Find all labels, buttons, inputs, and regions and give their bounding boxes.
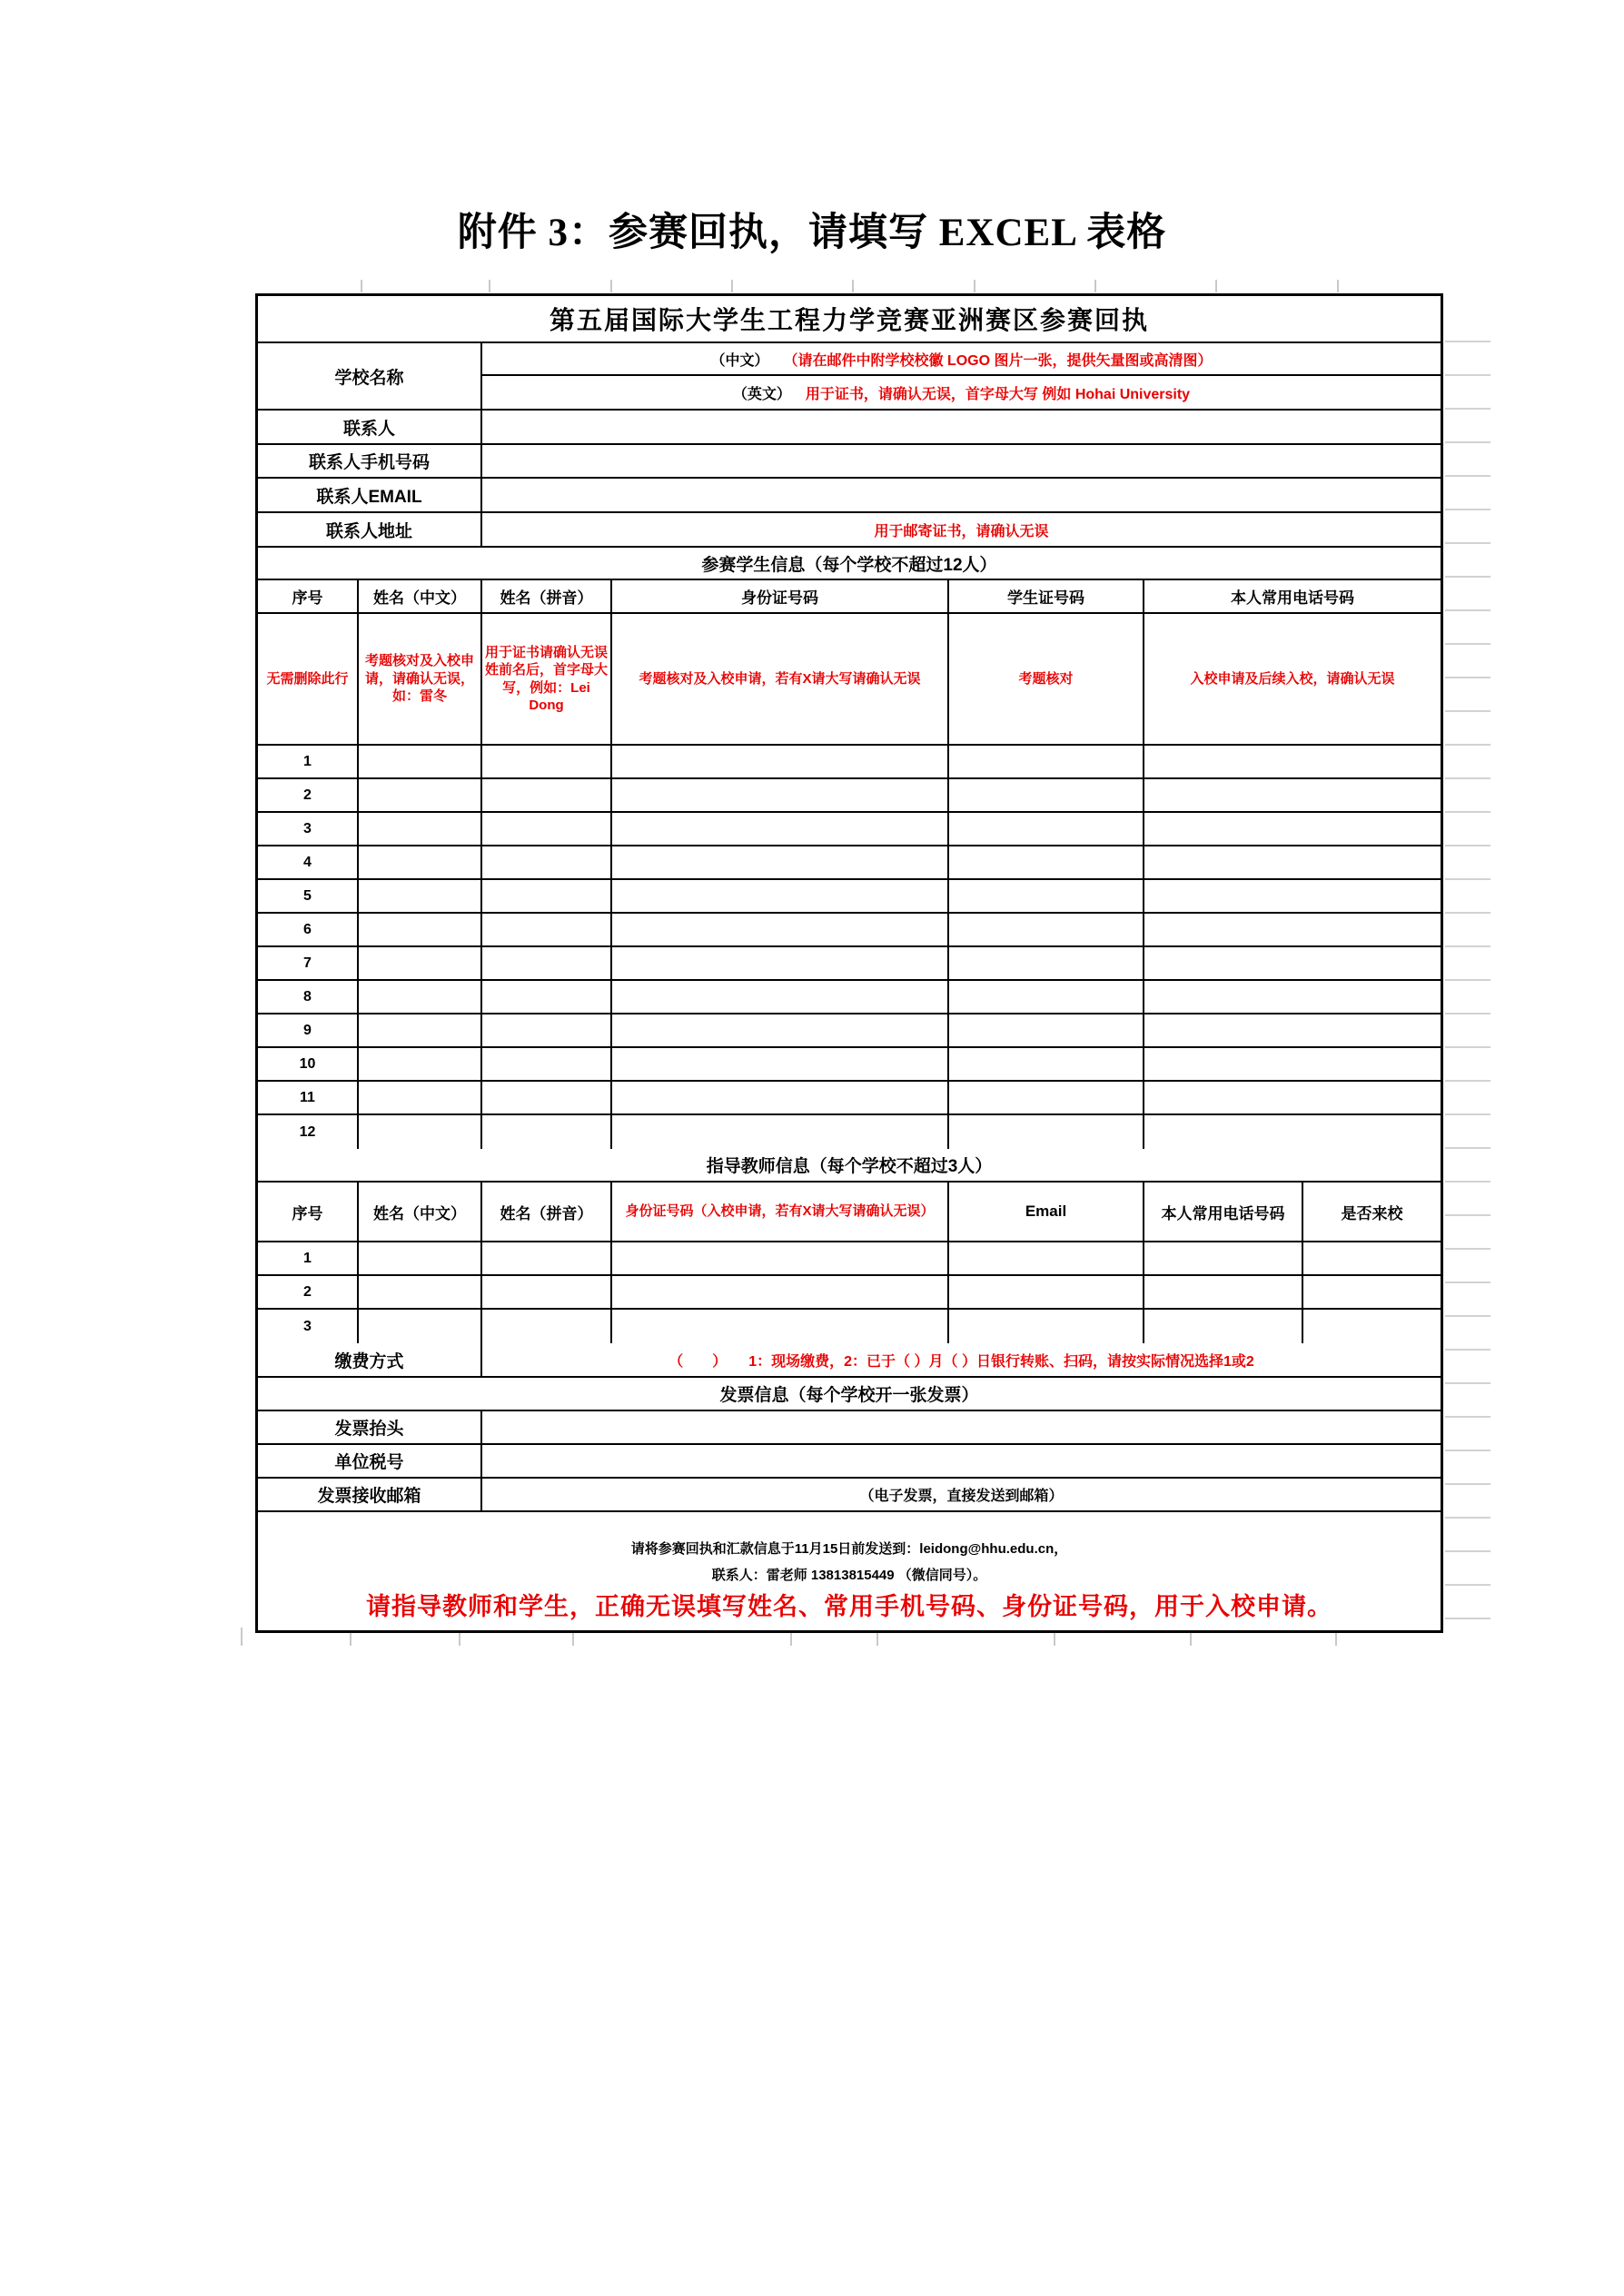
excel-gridline-artifact	[1445, 945, 1490, 947]
student-row-number: 11	[258, 1082, 359, 1113]
student-cell-name-cn[interactable]	[359, 813, 482, 845]
instruction-do-not-delete: 无需删除此行	[258, 614, 359, 744]
student-cell-phone[interactable]	[1144, 914, 1441, 945]
school-name-en-row	[482, 376, 1441, 409]
excel-gridline-artifact	[1445, 1416, 1490, 1418]
teachers-header-name-pinyin: 姓名（拼音）	[482, 1183, 612, 1241]
teacher-cell-id-number[interactable]	[612, 1242, 949, 1274]
students-header-name-cn: 姓名（中文）	[359, 580, 482, 612]
contact-address-row	[258, 513, 1441, 548]
excel-gridline-artifact	[1445, 1483, 1490, 1485]
student-row	[258, 746, 1441, 779]
student-row	[258, 1014, 1441, 1048]
form-title-row	[258, 296, 1441, 343]
excel-gridline-artifact	[1445, 576, 1490, 578]
school-en-tag: （英文）	[732, 386, 791, 402]
excel-gridline-artifact	[1445, 1046, 1490, 1048]
invoice-title-input-cell[interactable]	[482, 1411, 1441, 1443]
excel-gridline-artifact	[1445, 1113, 1490, 1115]
student-cell-phone[interactable]	[1144, 1048, 1441, 1080]
student-cell-phone[interactable]	[1144, 1014, 1441, 1046]
contact-person-input-cell[interactable]	[482, 411, 1441, 443]
student-cell-name-pinyin[interactable]	[482, 947, 612, 979]
school-name-cn-cell[interactable]	[482, 343, 1441, 374]
student-cell-id-number[interactable]	[612, 1115, 949, 1149]
student-cell-name-cn[interactable]	[359, 1048, 482, 1080]
invoice-tax-id-row	[258, 1445, 1441, 1479]
excel-gridline-artifact	[1445, 1080, 1490, 1082]
excel-gridline-artifact	[1445, 1315, 1490, 1317]
student-cell-student-id[interactable]	[949, 813, 1144, 845]
invoice-section-row	[258, 1378, 1441, 1411]
excel-gridline-artifact	[1445, 374, 1490, 376]
teacher-cell-email[interactable]	[949, 1242, 1144, 1274]
teacher-cell-phone[interactable]	[1144, 1276, 1303, 1308]
excel-gridline-artifact	[852, 280, 854, 292]
contact-phone-row	[258, 445, 1441, 479]
payment-method-note[interactable]: （ ） 1：现场缴费，2：已于（ ）月（ ）日银行转账、扫码，请按实际情况选择1或2	[668, 1353, 1254, 1370]
teacher-cell-name-pinyin[interactable]	[482, 1276, 612, 1308]
excel-gridline-artifact	[1445, 1349, 1490, 1351]
student-cell-name-cn[interactable]	[359, 1082, 482, 1113]
excel-gridline-artifact	[1445, 441, 1490, 443]
student-cell-name-cn[interactable]	[359, 914, 482, 945]
school-en-note: 用于证书，请确认无误，首字母大写 例如 Hohai University	[805, 386, 1191, 402]
student-cell-student-id[interactable]	[949, 947, 1144, 979]
excel-gridline-artifact	[1445, 878, 1490, 880]
instruction-name-cn: 考题核对及入校申请，请确认无误，如：雷冬	[359, 614, 482, 744]
excel-gridline-artifact	[610, 280, 612, 292]
student-cell-phone[interactable]	[1144, 1115, 1441, 1149]
excel-gridline-artifact	[1445, 710, 1490, 712]
student-row-number: 10	[258, 1048, 359, 1080]
teachers-header-index: 序号	[258, 1183, 359, 1241]
excel-gridline-artifact	[1445, 1282, 1490, 1283]
teacher-cell-name-pinyin[interactable]	[482, 1310, 612, 1343]
student-cell-id-number[interactable]	[612, 846, 949, 878]
invoice-tax-id-input-cell[interactable]	[482, 1445, 1441, 1477]
student-row-number: 12	[258, 1115, 359, 1149]
teacher-cell-name-pinyin[interactable]	[482, 1242, 612, 1274]
teachers-header-row	[258, 1183, 1441, 1242]
teacher-row	[258, 1310, 1441, 1343]
invoice-section-title: 发票信息（每个学校开一张发票）	[719, 1386, 979, 1405]
teachers-section-row	[258, 1149, 1441, 1183]
instruction-student-id: 考题核对	[949, 614, 1144, 744]
excel-gridline-artifact	[1445, 475, 1490, 477]
contact-address-label: 联系人地址	[258, 513, 482, 546]
students-header-phone: 本人常用电话号码	[1231, 589, 1354, 607]
invoice-email-label: 发票接收邮箱	[258, 1479, 482, 1510]
invoice-title-row	[258, 1411, 1441, 1445]
teachers-header-email: Email	[949, 1183, 1144, 1241]
excel-gridline-artifact	[1445, 979, 1490, 981]
registration-form-table	[255, 293, 1443, 1633]
contact-email-input-cell[interactable]	[482, 479, 1441, 511]
excel-gridline-artifact	[1445, 643, 1490, 645]
student-row	[258, 1115, 1441, 1149]
student-row-number: 2	[258, 779, 359, 811]
excel-gridline-artifact	[1445, 1584, 1490, 1586]
student-cell-student-id[interactable]	[949, 981, 1144, 1013]
students-instruction-row	[258, 614, 1441, 746]
footer-warning: 请指导教师和学生，正确无误填写姓名、常用手机号码、身份证号码，用于入校申请。	[366, 1593, 1332, 1620]
student-cell-name-pinyin[interactable]	[482, 981, 612, 1013]
student-cell-student-id[interactable]	[949, 746, 1144, 777]
student-row-number: 3	[258, 813, 359, 845]
student-cell-id-number[interactable]	[612, 746, 949, 777]
excel-gridline-artifact	[1445, 341, 1490, 342]
school-name-cn-row	[482, 343, 1441, 376]
student-cell-name-pinyin[interactable]	[482, 746, 612, 777]
invoice-email-row	[258, 1479, 1441, 1512]
teacher-row	[258, 1276, 1441, 1310]
student-row	[258, 947, 1441, 981]
excel-gridline-artifact	[731, 280, 733, 292]
student-cell-student-id[interactable]	[949, 880, 1144, 912]
student-cell-name-cn[interactable]	[359, 981, 482, 1013]
student-cell-student-id[interactable]	[949, 1082, 1144, 1113]
contact-email-row	[258, 479, 1441, 513]
student-cell-name-cn[interactable]	[359, 880, 482, 912]
student-cell-phone[interactable]	[1144, 779, 1441, 811]
excel-gridline-artifact	[241, 1628, 243, 1646]
excel-gridline-artifact	[1445, 1550, 1490, 1552]
teacher-cell-attending[interactable]	[1303, 1276, 1441, 1308]
student-cell-student-id[interactable]	[949, 1115, 1144, 1149]
contact-address-note[interactable]: 用于邮寄证书，请确认无误	[874, 523, 1049, 539]
excel-gridline-artifact	[1445, 777, 1490, 779]
student-cell-student-id[interactable]	[949, 914, 1144, 945]
contact-phone-label: 联系人手机号码	[258, 445, 482, 477]
payment-method-label: 缴费方式	[258, 1343, 482, 1376]
excel-gridline-artifact	[1445, 1618, 1490, 1619]
students-header-index: 序号	[258, 580, 359, 612]
student-cell-name-cn[interactable]	[359, 1014, 482, 1046]
teachers-data-rows	[258, 1242, 1441, 1343]
student-cell-id-number[interactable]	[612, 779, 949, 811]
teachers-header-attending: 是否来校	[1341, 1204, 1403, 1222]
excel-gridline-artifact	[1445, 1382, 1490, 1384]
student-cell-name-pinyin[interactable]	[482, 1014, 612, 1046]
student-cell-name-cn[interactable]	[359, 746, 482, 777]
excel-gridline-artifact	[1445, 509, 1490, 510]
student-cell-phone[interactable]	[1144, 813, 1441, 845]
excel-gridline-artifact	[1094, 280, 1096, 292]
footer-row	[258, 1512, 1441, 1630]
excel-gridline-artifact	[1445, 408, 1490, 410]
footer-send-instruction: 请将参赛回执和汇款信息于11月15日前发送到：leidong@hhu.edu.cn，	[630, 1541, 1068, 1557]
footer-cell	[258, 1512, 1441, 1630]
excel-gridline-artifact	[1445, 609, 1490, 611]
student-cell-student-id[interactable]	[949, 1048, 1144, 1080]
teachers-header-name-cn: 姓名（中文）	[359, 1183, 482, 1241]
student-cell-id-number[interactable]	[612, 1082, 949, 1113]
excel-gridline-artifact	[1445, 1248, 1490, 1250]
students-header-student-id: 学生证号码	[949, 580, 1144, 612]
excel-gridline-artifact	[1445, 1013, 1490, 1014]
student-row	[258, 846, 1441, 880]
teacher-row-number: 2	[258, 1276, 359, 1308]
student-row	[258, 813, 1441, 846]
excel-gridline-artifact	[1445, 1147, 1490, 1149]
excel-gridline-artifact	[1445, 912, 1490, 914]
students-section-title: 参赛学生信息（每个学校不超过12人）	[701, 555, 997, 575]
excel-gridline-artifact	[1215, 280, 1217, 292]
invoice-tax-id-label: 单位税号	[258, 1445, 482, 1477]
student-cell-name-cn[interactable]	[359, 846, 482, 878]
teacher-cell-name-cn[interactable]	[359, 1242, 482, 1274]
instruction-name-pinyin: 用于证书请确认无误姓前名后，首字母大写，例如：Lei Dong	[482, 614, 612, 744]
student-cell-id-number[interactable]	[612, 1048, 949, 1080]
student-row-number: 1	[258, 746, 359, 777]
student-cell-name-pinyin[interactable]	[482, 1115, 612, 1149]
student-row-number: 9	[258, 1014, 359, 1046]
student-cell-name-cn[interactable]	[359, 779, 482, 811]
student-cell-id-number[interactable]	[612, 981, 949, 1013]
form-title: 第五届国际大学生工程力学竞赛亚洲赛区参赛回执	[549, 306, 1149, 334]
teacher-cell-id-number[interactable]	[612, 1276, 949, 1308]
teacher-cell-phone[interactable]	[1144, 1310, 1303, 1343]
teachers-header-phone: 本人常用电话号码	[1144, 1183, 1303, 1241]
excel-gridline-artifact	[1445, 1214, 1490, 1216]
teacher-cell-id-number[interactable]	[612, 1310, 949, 1343]
student-cell-name-pinyin[interactable]	[482, 846, 612, 878]
students-data-rows	[258, 746, 1441, 1149]
student-cell-phone[interactable]	[1144, 1082, 1441, 1113]
teacher-row-number: 1	[258, 1242, 359, 1274]
excel-gridline-artifact	[489, 280, 490, 292]
school-name-label: 学校名称	[258, 343, 482, 409]
student-row-number: 5	[258, 880, 359, 912]
student-cell-id-number[interactable]	[612, 914, 949, 945]
student-cell-id-number[interactable]	[612, 947, 949, 979]
student-cell-id-number[interactable]	[612, 880, 949, 912]
student-row	[258, 779, 1441, 813]
payment-method-row	[258, 1343, 1441, 1378]
page-title: 附件 3：参赛回执，请填写 EXCEL 表格	[457, 212, 1167, 254]
teacher-cell-name-cn[interactable]	[359, 1310, 482, 1343]
teacher-cell-attending[interactable]	[1303, 1242, 1441, 1274]
students-header-name-pinyin: 姓名（拼音）	[482, 580, 612, 612]
student-cell-phone[interactable]	[1144, 746, 1441, 777]
excel-gridline-artifact	[1337, 280, 1339, 292]
teachers-header-id-number: 身份证号码（入校申请，若有X请大写请确认无误）	[612, 1183, 949, 1241]
student-row-number: 8	[258, 981, 359, 1013]
student-row	[258, 914, 1441, 947]
teacher-cell-email[interactable]	[949, 1276, 1144, 1308]
student-row-number: 7	[258, 947, 359, 979]
student-cell-name-pinyin[interactable]	[482, 880, 612, 912]
student-cell-student-id[interactable]	[949, 846, 1144, 878]
teacher-row-number: 3	[258, 1310, 359, 1343]
excel-gridline-artifact	[1445, 677, 1490, 678]
student-cell-name-pinyin[interactable]	[482, 1082, 612, 1113]
footer-contact-info: 联系人：雷老师 13813815449 （微信同号）。	[711, 1568, 987, 1583]
student-row	[258, 880, 1441, 914]
teacher-cell-phone[interactable]	[1144, 1242, 1303, 1274]
school-cn-tag: （中文）	[710, 352, 769, 369]
invoice-title-label: 发票抬头	[258, 1411, 482, 1443]
student-row	[258, 981, 1441, 1014]
school-cn-note: （请在邮件中附学校校徽 LOGO 图片一张，提供矢量图或高清图）	[783, 352, 1213, 369]
student-row-number: 4	[258, 846, 359, 878]
student-row	[258, 1082, 1441, 1115]
teacher-cell-name-cn[interactable]	[359, 1276, 482, 1308]
excel-gridline-artifact	[361, 280, 362, 292]
excel-gridline-artifact	[974, 280, 975, 292]
student-cell-phone[interactable]	[1144, 846, 1441, 878]
contact-person-label: 联系人	[258, 411, 482, 443]
excel-gridline-artifact	[1445, 845, 1490, 846]
contact-phone-input-cell[interactable]	[482, 445, 1441, 477]
excel-gridline-artifact	[1445, 744, 1490, 746]
student-cell-name-pinyin[interactable]	[482, 779, 612, 811]
school-name-en-cell[interactable]	[482, 376, 1441, 409]
student-cell-id-number[interactable]	[612, 813, 949, 845]
students-section-row	[258, 548, 1441, 580]
student-cell-phone[interactable]	[1144, 947, 1441, 979]
excel-gridline-artifact	[1445, 1450, 1490, 1451]
excel-gridline-artifact	[1445, 1517, 1490, 1519]
school-name-values	[482, 343, 1441, 409]
student-cell-id-number[interactable]	[612, 1014, 949, 1046]
student-cell-student-id[interactable]	[949, 1014, 1144, 1046]
student-cell-name-pinyin[interactable]	[482, 914, 612, 945]
student-cell-phone[interactable]	[1144, 880, 1441, 912]
excel-gridline-artifact	[1445, 542, 1490, 544]
teachers-section-title: 指导教师信息（每个学校不超过3人）	[706, 1157, 993, 1176]
student-cell-name-cn[interactable]	[359, 947, 482, 979]
teacher-cell-attending[interactable]	[1303, 1310, 1441, 1343]
students-header-row	[258, 580, 1441, 614]
student-cell-name-cn[interactable]	[359, 1115, 482, 1149]
excel-gridline-artifact	[1445, 811, 1490, 813]
student-row	[258, 1048, 1441, 1082]
instruction-id-number: 考题核对及入校申请，若有X请大写请确认无误	[612, 614, 949, 744]
student-cell-name-pinyin[interactable]	[482, 1048, 612, 1080]
student-row-number: 6	[258, 914, 359, 945]
student-cell-name-pinyin[interactable]	[482, 813, 612, 845]
student-cell-phone[interactable]	[1144, 981, 1441, 1013]
students-header-id-number: 身份证号码	[612, 580, 949, 612]
teacher-cell-email[interactable]	[949, 1310, 1144, 1343]
invoice-email-note[interactable]: （电子发票，直接发送到邮箱）	[859, 1489, 1064, 1504]
excel-gridline-artifact	[1445, 1181, 1490, 1183]
school-name-row	[258, 343, 1441, 411]
student-cell-student-id[interactable]	[949, 779, 1144, 811]
instruction-phone: 入校申请及后续入校，请确认无误	[1190, 670, 1395, 687]
teacher-row	[258, 1242, 1441, 1276]
contact-email-label: 联系人EMAIL	[258, 479, 482, 511]
contact-person-row	[258, 411, 1441, 445]
